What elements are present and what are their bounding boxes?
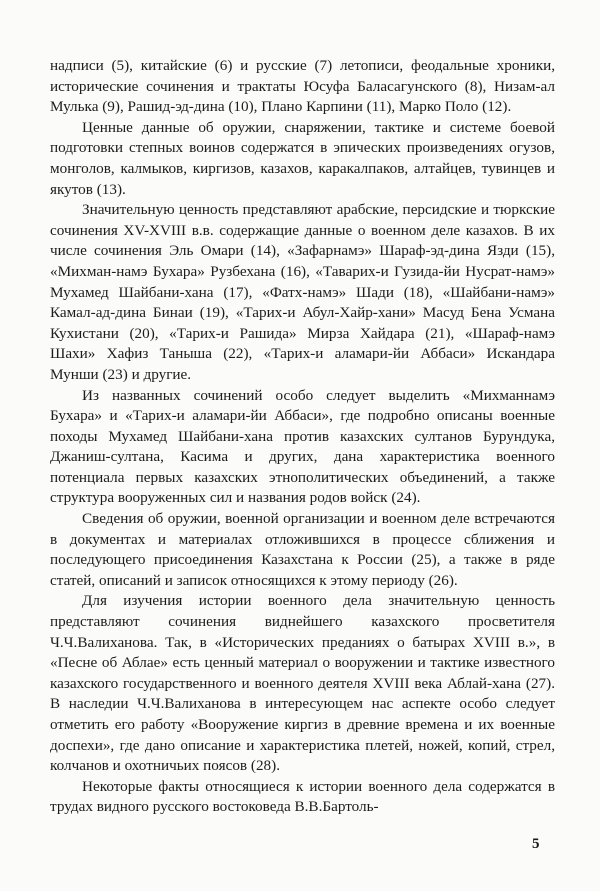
paragraph-2: Ценные данные об оружии, снаряжении, тактике и системе боевой подготовки степных воинов содержатся в эпических произведениях огузов, монголов, калмыков, киргизов, казахов, каракалпаков, алтайцев, тувинцев и якутов (13). <box>50 118 555 198</box>
page-number: 5 <box>532 836 540 852</box>
paragraph-7: Некоторые факты относящиеся к истории военного дела содержатся в трудах видного русского востоковеда В.В.Бартоль- <box>50 777 555 816</box>
paragraph-3: Значительную ценность представляют арабские, персидские и тюркские сочинения XV-XVIII в.в. содержащие данные о военном деле казахов. В их числе сочинения Эль Омари (14), «Зафарнамэ» Шараф-эд-дина Язди (15), «Михман-намэ Бухара» Рузбехана (16), «Таварих-и Гузида-йи Нусрат-намэ» Мухамед Шайбани-хана (17), «Фатх-намэ» Шади (18), «Шайбани-намэ» Камал-ад-дина Бинаи (19), «Тарих-и Абул-Хайр-хани» Масуд Бена Усмана Кухистани (20), «Тарих-и Рашида» Мирза Хайдара (21), «Шараф-намэ Шахи» Хафиз Таныша (22), «Тарих-и аламари-йи Аббаси» Искандара Мунши (23) и другие. <box>50 201 555 383</box>
paragraph-5: Сведения об оружии, военной организации и военном деле встречаются в документах и материалах отложившихся в процессе сближения и последующего присоединения Казахстана к России (25), а также в ряде статей, описаний и записок относящихся к этому периоду (26). <box>50 510 555 589</box>
body-text <box>50 56 555 818</box>
paragraph-6: Для изучения истории военного дела значительную ценность представляют сочинения виднейшего казахского просветителя Ч.Ч.Валиханова. Так, в «Исторических преданиях о батырах XVIII в.», в «Песне об Аблае» есть ценный материал о вооружении и тактике известного казахского государственного и военного деятеля XVIII века Аблай-хана (27). В наследии Ч.Ч.Валиханова в интересующем нас аспекте особо следует отметить его работу «Вооружение киргиз в древние времена и их военные доспехи», где дано описание и характеристика плетей, ножей, копий, стрел, колчанов и охотничьих поясов (28). <box>50 592 555 775</box>
paragraph-4: Из названных сочинений особо следует выделить «Михманнамэ Бухара» и «Тарих-и аламари-йи Аббаси», где подробно описаны военные походы Мухамед Шайбани-хана против казахских султанов Бурундука, Джаниш-султана, Касима и других, дана характеристика военного потенциала первых казахских этнополитических объединений, а также структура вооруженных сил и названия родов войск (24). <box>50 386 555 507</box>
paragraph-1: надписи (5), китайские (6) и русские (7) летописи, феодальные хроники, исторические сочинения и трактаты Юсуфа Баласагунского (8), Низам-ал Мулька (9), Рашид-эд-дина (10), Плано Карпини (11), Марко Поло (12). <box>50 57 555 116</box>
